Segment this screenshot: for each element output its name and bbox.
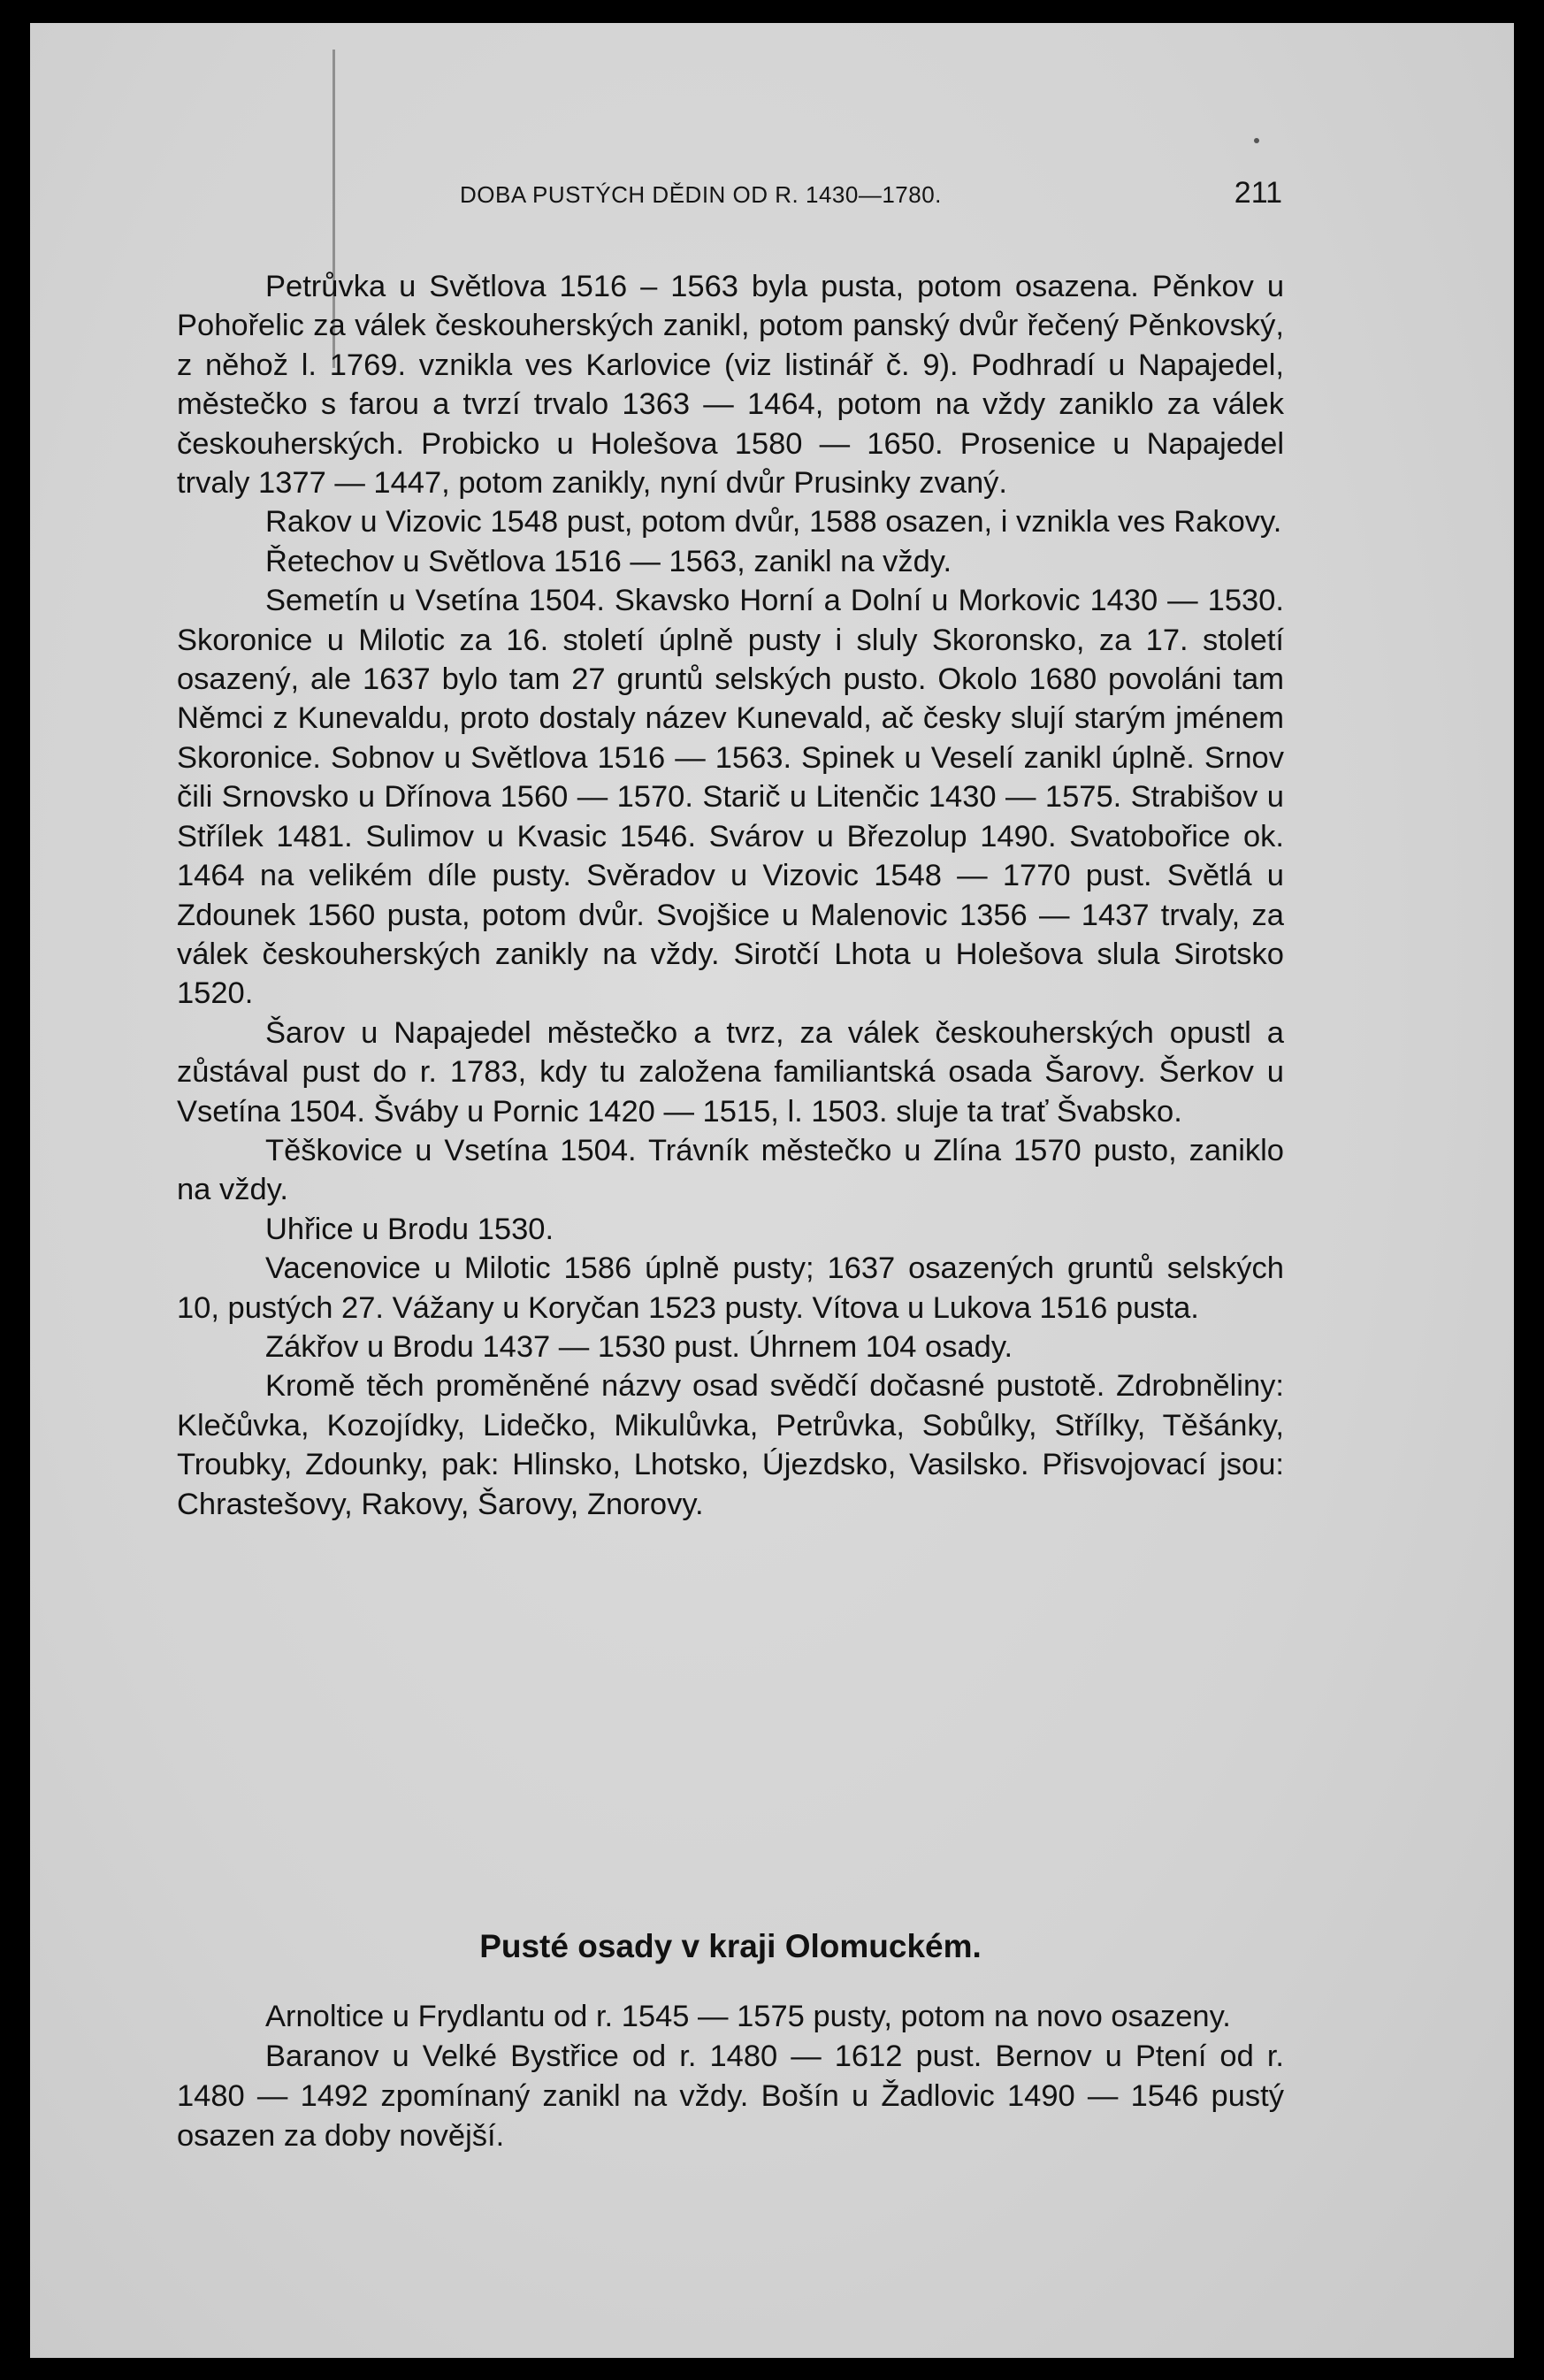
paragraph: Zákřov u Brodu 1437 — 1530 pust. Úhrnem 104 osady.	[265, 1329, 1013, 1364]
paragraph: Semetín u Vsetína 1504. Skavsko Horní a Dolní u Morkovic 1430 — 1530. Skoronice u Milotic za 16. století úplně pusty i sluly Skoronsko, za 17. století osazený, ale 1637 bylo tam 27 gruntů selských pusto. Okolo 1680 povoláni tam Němci z Kunevaldu, proto dostaly název Kunevald, ač česky slují starým jménem Skoronice. Sobnov u Světlova 1516 — 1563. Spinek u Veselí zanikl úplně. Srnov čili Srnovsko u Dřínova 1560 — 1570. Starič u Litenčic 1430 — 1575. Strabišov u Střílek 1481. Sulimov u Kvasic 1546. Svárov u Březolup 1490. Svatobořice ok. 1464 na velikém díle pusty. Svěradov u Vizovic 1548 — 1770 pust. Světlá u Zdounek 1560 pusta, potom dvůr. Svojšice u Malenovic 1356 — 1437 trvaly, za válek českouherských zanikly na vždy. Sirotčí Lhota u Holešova slula Sirotsko 1520.	[177, 584, 1284, 1011]
paragraph: Vacenovice u Milotic 1586 úplně pusty; 1637 osazených gruntů selských 10, pustých 27. Vážany u Koryčan 1523 pusty. Vítova u Lukova 1516 pusta.	[177, 1251, 1284, 1325]
section-text	[177, 1997, 1284, 2156]
paragraph: Baranov u Velké Bystřice od r. 1480 — 1612 pust. Bernov u Ptení od r. 1480 — 1492 zpomínaný zanikl na vždy. Bošín u Žadlovic 1490 — 1546 pustý osazen za doby novější.	[177, 2039, 1284, 2153]
paragraph: Těškovice u Vsetína 1504. Trávník městečko u Zlína 1570 pusto, zaniklo na vždy.	[177, 1133, 1284, 1207]
paragraph: Šarov u Napajedel městečko a tvrz, za válek českouherských opustl a zůstával pust do r. 1783, kdy tu založena familiantská osada Šarovy. Šerkov u Vsetína 1504. Šváby u Pornic 1420 — 1515, l. 1503. sluje ta trať Švabsko.	[177, 1015, 1284, 1129]
paragraph: Rakov u Vizovic 1548 pust, potom dvůr, 1588 osazen, i vznikla ves Rakovy.	[265, 505, 1282, 540]
body-text	[177, 267, 1284, 1524]
paragraph: Uhřice u Brodu 1530.	[265, 1212, 554, 1246]
ink-speck	[1254, 138, 1259, 143]
page-number: 211	[1234, 176, 1282, 210]
running-title: DOBA PUSTÝCH DĚDIN OD R. 1430—1780.	[460, 181, 942, 208]
paragraph: Řetechov u Světlova 1516 — 1563, zanikl na vždy.	[265, 544, 952, 578]
paragraph: Kromě těch proměněné názvy osad svědčí dočasné pustotě. Zdrobněliny: Klečůvka, Kozojídky, Lidečko, Mikulůvka, Petrůvka, Sobůlky, Střílky, Těšánky, Troubky, Zdounky, pak: Hlinsko, Lhotsko, Újezdsko, Vasilsko. Přisvojovací jsou: Chrastešovy, Rakovy, Šarovy, Znorovy.	[177, 1369, 1284, 1521]
section-heading: Pusté osady v kraji Olomuckém.	[479, 1928, 982, 1964]
paragraph: Petrůvka u Světlova 1516 – 1563 byla pusta, potom osazena. Pěnkov u Pohořelic za válek českouherských zanikl, potom panský dvůr řečený Pěnkovský, z něhož l. 1769. vznikla ves Karlovice (viz listinář č. 9). Podhradí u Napajedel, městečko s farou a tvrzí trvalo 1363 — 1464, potom na vždy zaniklo za válek českouherských. Probicko u Holešova 1580 — 1650. Prosenice u Napajedel trvaly 1377 — 1447, potom zanikly, nyní dvůr Prusinky zvaný.	[177, 270, 1284, 501]
page-header	[460, 176, 1282, 217]
paragraph: Arnoltice u Frydlantu od r. 1545 — 1575 pusty, potom na novo osazeny.	[265, 2000, 1231, 2033]
